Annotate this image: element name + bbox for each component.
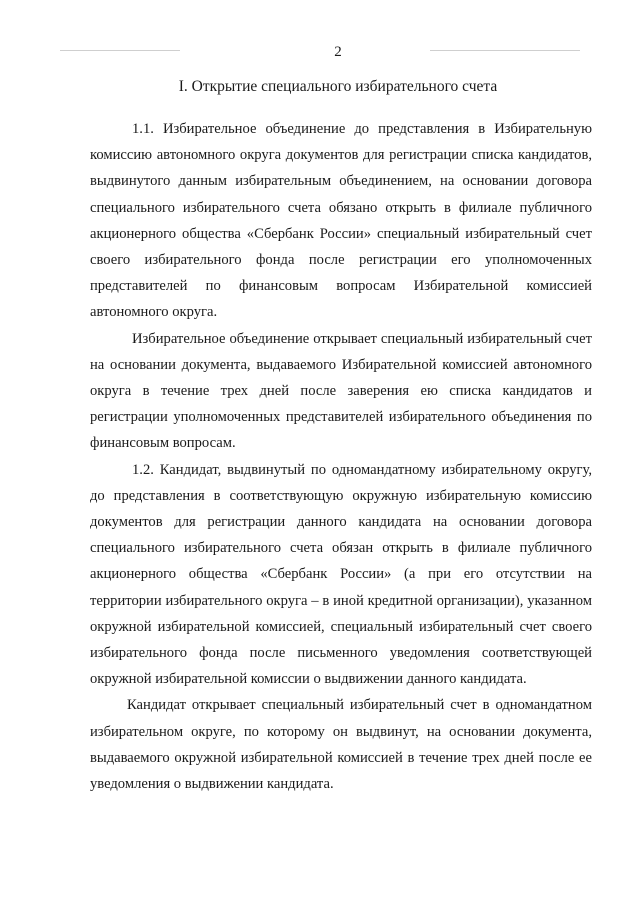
paragraph-party-account: Избирательное объединение открывает специальный избирательный счет на основании документа, выдаваемого Избирательной комиссией автономного округа в течение трех дней после заверения ею списка кандидатов и регистрации уполномоченных представителей избирательного объединения по финансовым вопросам. bbox=[90, 330, 592, 452]
page-number: 2 bbox=[334, 44, 342, 60]
paragraph-1-2: 1.2. Кандидат, выдвинутый по одномандатному избирательному округу, до представления в соответствующую окружную избирательную комиссию документов для регистрации данного кандидата на основании договора специального избирательного счета обязан открыть в филиале публичного акционерного общества «Сбербанк России» (а при его отсутствии на территории избирательного округа – в иной кредитной организации), указанном окружной избирательной комиссией, специальный избирательный счет своего избирательного фонда после письменного уведомления соответствующей окружной избирательной комиссии о выдвижении данного кандидата. bbox=[90, 461, 592, 688]
paragraph-candidate-account: Кандидат открывает специальный избирательный счет в одномандатном избирательном округе, по которому он выдвинут, на основании документа, выдаваемого окружной избирательной комиссией в течение трех дней после ее уведомления о выдвижении кандидата. bbox=[90, 697, 592, 793]
paragraph-1-1: 1.1. Избирательное объединение до представления в Избирательную комиссию автономного округа документов для регистрации списка кандидатов, выдвинутого данным избирательным объединением, на основании договора специального избирательного счета обязано открыть в филиале публичного акционерного общества «Сбербанк России» специальный избирательный счет своего избирательного фонда после регистрации его уполномоченных представителей по финансовым вопросам Избирательной комиссией автономного округа. bbox=[90, 121, 592, 321]
document-body bbox=[90, 116, 592, 797]
section-title: I. Открытие специального избирательного счета bbox=[178, 78, 498, 95]
